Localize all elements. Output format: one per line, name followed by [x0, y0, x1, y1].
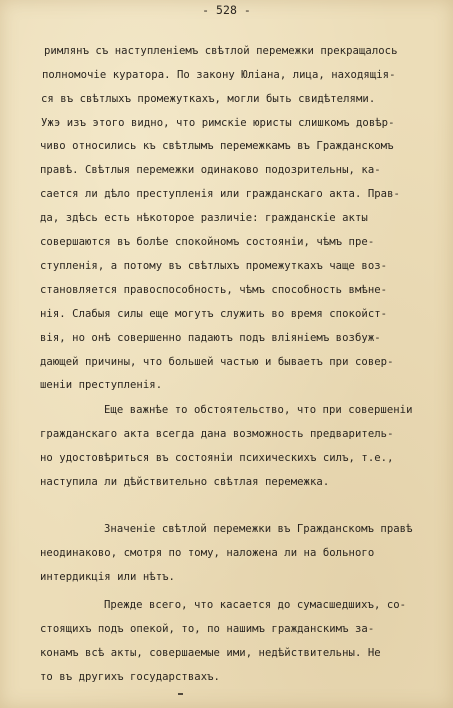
text-line: Ужэ изъ этого видно, что римскіе юристы слишкомъ довѣр-	[41, 117, 395, 129]
text-line: стоящихъ подъ опекой, то, по нашимъ гражданскимъ за-	[40, 623, 375, 635]
text-line: нія. Слабыя силы еще могутъ служить во время спокойст-	[40, 308, 388, 320]
text-line: гражданскаго акта всегда дана возможность предваритель-	[40, 428, 394, 440]
paragraph-first-line: Прежде всего, что касается до сумасшедшихъ, со-	[104, 599, 407, 611]
text-line: наступила ли дѣйствительно свѣтлая перемежка.	[40, 476, 330, 488]
bottom-typewriter-mark	[178, 693, 183, 695]
text-line: конамъ всѣ акты, совершаемые ими, недѣйствительны. Не	[40, 647, 381, 659]
text-line: вія, но онѣ совершенно падаютъ подъ вліяніемъ возбуж-	[40, 332, 381, 344]
text-line: неодинаково, смотря по тому, наложена ли на больного	[40, 547, 375, 559]
text-line: шеніи преступленія.	[40, 379, 163, 391]
text-line: дающей причины, что большей частью и бываетъ при совер-	[40, 356, 394, 368]
paragraph-first-line: Значеніе свѣтлой перемежки въ Гражданскомъ правѣ	[104, 523, 413, 535]
text-line: совершаются въ болѣе спокойномъ состояніи, чѣмъ пре-	[40, 236, 375, 248]
text-line: интердикція или нѣтъ.	[40, 571, 175, 583]
text-line: чиво относились къ свѣтлымъ перемежкамъ въ Гражданскомъ	[40, 140, 394, 152]
text-line: ся въ свѣтлыхъ промежуткахъ, могли быть свидѣтелями.	[41, 93, 376, 105]
text-line: да, здѣсь есть нѣкоторое различіе: гражданскіе акты	[40, 212, 368, 224]
text-line: ступленія, а потому въ свѣтлыхъ промежуткахъ чаще воз-	[40, 260, 388, 272]
text-line: правѣ. Свѣтлыя перемежки одинаково подозрительны, ка-	[40, 164, 381, 176]
text-line: то въ другихъ государствахъ.	[40, 671, 220, 683]
text-line: римлянъ съ наступленіемъ свѣтлой перемежки прекращалось	[44, 45, 398, 57]
text-line: становляется правоспособность, чѣмъ способность вмѣне-	[40, 284, 388, 296]
text-line: но удостовѣриться въ состояніи психическихъ силъ, т.е.,	[40, 452, 394, 464]
page-number: - 528 -	[202, 3, 251, 17]
paragraph-first-line: Еще важнѣе то обстоятельство, что при совершеніи	[104, 404, 413, 416]
text-line: полномочіе куратора. По закону Юліана, лица, находящія-	[42, 69, 396, 81]
text-line: сается ли дѣло преступленія или гражданскаго акта. Прав-	[40, 188, 400, 200]
